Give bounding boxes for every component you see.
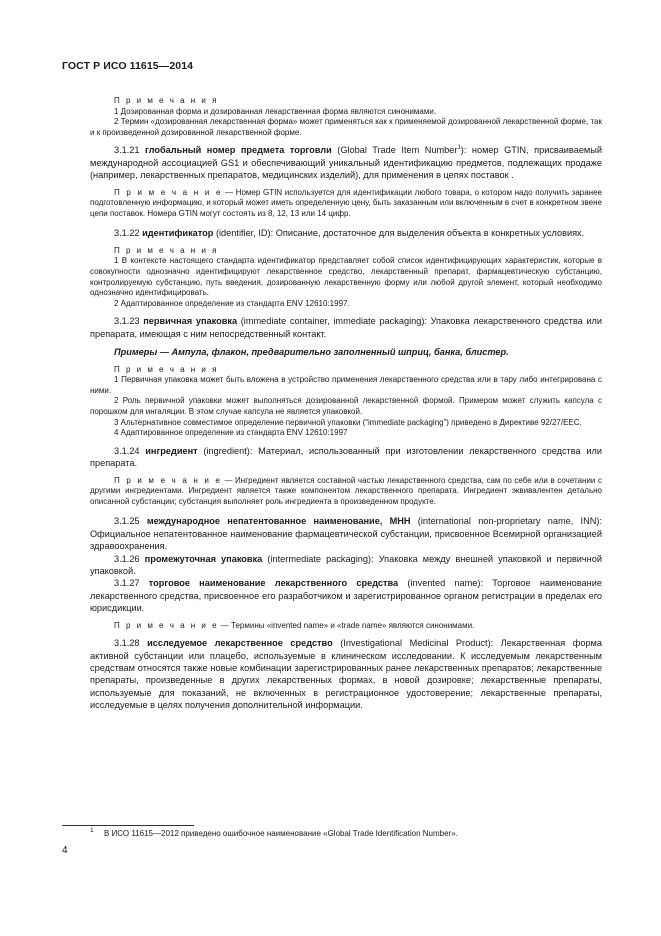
footnote-ref: 1 [457, 145, 461, 152]
term-name: промежуточная упаковка [144, 553, 263, 564]
term-3-1-26: 3.1.26 промежуточная упаковка (intermediate packaging): Упаковка между внешней упаковкой и первичной упаковкой. [90, 553, 602, 576]
page-number: 4 [62, 845, 68, 856]
note-item: 1 Дозированная форма и дозированная лекарственная форма являются синонимами. [114, 106, 437, 116]
term-name: идентификатор [142, 228, 214, 239]
content-body [90, 96, 602, 712]
note-item: 4 Адаптированное определение из стандарта ENV 12610:1997 [114, 428, 348, 438]
term-note: П р и м е ч а н и е — Номер GTIN используется для идентификации любого товара, о котором надо получить заранее подготовленную информацию, и который может иметь определенную цену, быть заказанным или включенным в счет в конкретном звене цепи поставок. Номера GTIN могут состоять из 8, 12, 13 или 14 цифр. [90, 187, 602, 218]
term-name: исследуемое лекарственное средство [147, 638, 333, 649]
term-note: П р и м е ч а н и е — Термины «invented name» и «trade name» являются синонимами. [114, 620, 475, 630]
note-item: 2 Роль первичной упаковки может выполняться дозированной лекарственной формой. Примером может служить капсула с порошком для ингаляции. В этом случае капсула не является упаковкой. [90, 396, 602, 416]
term-3-1-25: 3.1.25 международное непатентованное наименование, МНН (international non-proprietary name, INN): Официальное непатентованное наименование фармацевтической субстанции, присвоенное Всемирной организацией здравоохранения. [90, 516, 602, 552]
footnote-divider [62, 825, 194, 826]
document-header: ГОСТ Р ИСО 11615—2014 [62, 60, 194, 72]
examples-line: Примеры — Ампула, флакон, предварительно заполненный шприц, банка, блистер. [114, 347, 509, 358]
note-item: 1 В контексте настоящего стандарта идентификатор представляет собой список идентифицирующих характеристик, которые в совокупности однозначно идентифицируют лекарственное средство, лекарственный препарат, фармацевтическую субстанцию, контролируемую субстанцию, путь введения, дозированную лекарственную форму или любой другой элемент, который необходимо однозначно идентифицировать. [90, 256, 602, 298]
term-name: торговое наименование лекарственного средства [148, 578, 399, 589]
note-item: 1 Первичная упаковка может быть вложена в устройство применения лекарственного средства или в тару либо интегрирована с ними. [90, 375, 602, 395]
term-3-1-22: 3.1.22 идентификатор (identifier, ID): Описание, достаточное для выделения объекта в конкретных условиях. [114, 228, 585, 239]
notes-heading: П р и м е ч а н и я [114, 245, 219, 255]
notes-heading: П р и м е ч а н и я [114, 96, 219, 105]
term-3-1-21: 3.1.21 глобальный номер предмета торговли (Global Trade Item Number$^1$): номер GTIN, присваиваемый международной ассоциацией GS1 и обеспечивающий уникальный идентификацию предметов, подлежащих продаже (например, лекарственных препаратов, медицинских изделий), для применения в цепях поставок . [90, 145, 602, 181]
note-item: 2 Адаптированное определение из стандарта ENV 12610:1997. [114, 298, 350, 308]
term-3-1-23: 3.1.23 первичная упаковка (immediate container, immediate packaging): Упаковка лекарственного средства или препарата, имеющая с ним непосредственный контакт. [90, 316, 603, 339]
footnote [90, 829, 602, 840]
footnote-mark: 1 [90, 827, 94, 834]
term-3-1-28: 3.1.28 исследуемое лекарственное средство (Investigational Medicinal Product): Лекарственная форма активной субстанции или плацебо, используемые в клиническом исследовании. К исследуемым лекарственным средствам относятся также новые комбинации зарегистрированных ранее лекарственных препаратов; лекарственные препараты, произведенные в других лекарственных формах, в новой дозировке; лекарственные препараты, используемые для показаний, не включенных в регистрационное удостоверение; лекарственные препараты, исследуемые в целях получения дополнительной информации. [90, 638, 602, 711]
term-3-1-24: 3.1.24 ингредиент (ingredient): Материал, использованный при изготовлении лекарственного средства или препарата. [90, 445, 602, 469]
footnote-text: В ИСО 11615—2012 приведено ошибочное наименование «Global Trade Identification Number». [104, 829, 458, 838]
term-name: ингредиент [145, 445, 198, 456]
term-name: глобальный номер предмета торговли [145, 145, 332, 156]
term-3-1-27: 3.1.27 торговое наименование лекарственного средства (invented name): Торговое наименование лекарственного средства, присвоенное его разработчиком и зарегистрированное органом регистрации в пределах его юрисдикции. [90, 578, 602, 614]
notes-heading: П р и м е ч а н и я [114, 364, 219, 374]
note-item: 3 Альтернативное совместимое определение первичной упаковки (“immediate packaging”) приведено в Директиве 92/27/EEC. [114, 417, 582, 427]
term-name: первичная упаковка [143, 316, 238, 327]
note-item: 2 Термин «дозированная лекарственная форма» может применяться как к применяемой дозированной лекарственной форме, так и к произведенной дозированной лекарственной форме. [90, 117, 602, 137]
term-name: международное непатентованное наименование, МНН [146, 516, 411, 527]
term-note: П р и м е ч а н и е — Ингредиент является составной частью лекарственного средства, сам по себе или в сочетании с другими ингредиентами. Ингредиент является также компонентом лекарственного препарата. Ингредиент эквивалентен детально описанной субстанции; субстанция выполняет роль ингредиента в произведенном продукте. [90, 475, 602, 506]
